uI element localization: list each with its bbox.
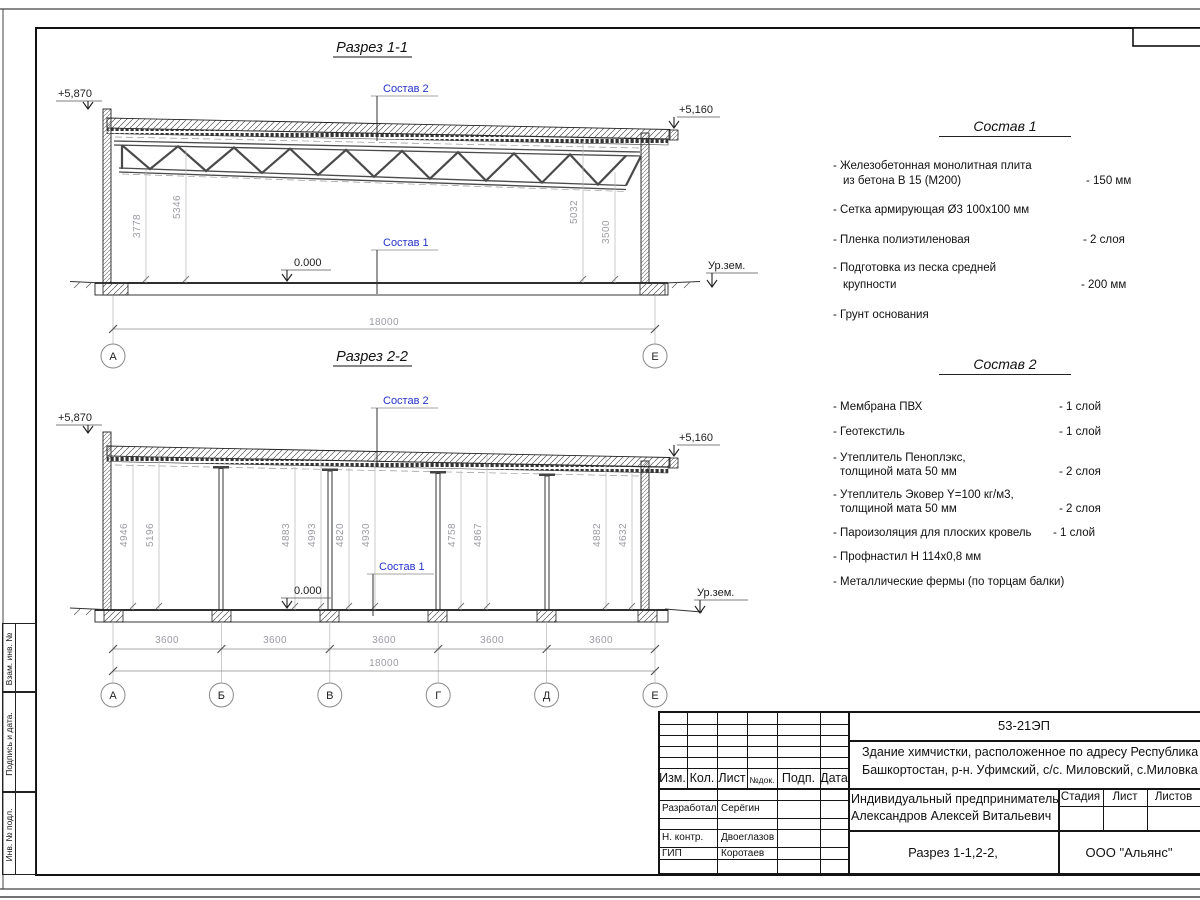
sostav2-callout-s2: Состав 2 bbox=[383, 395, 429, 407]
client-line2: Александров Алексей Витальевич bbox=[851, 809, 1052, 823]
col-list: Лист bbox=[718, 771, 746, 785]
strip-box-3 bbox=[2, 792, 36, 875]
elev-left-label: +5,870 bbox=[58, 88, 92, 100]
sostav1-item5-line1: - Грунт основания bbox=[833, 309, 929, 321]
sostav1-item3-value: - 2 слоя bbox=[1083, 234, 1125, 246]
dim-4882: 4882 bbox=[592, 523, 603, 547]
sostav2-item5-value: - 1 слой bbox=[1053, 527, 1096, 539]
dim-5346: 5346 bbox=[172, 195, 183, 219]
sostav1-item4-line2: крупности bbox=[843, 279, 897, 291]
sostav2-item3-value: - 2 слоя bbox=[1059, 466, 1101, 478]
section2-bottom-dims bbox=[101, 622, 667, 707]
section2-vertical-dims bbox=[119, 449, 635, 610]
drawing-title: Разрез 1-1,2-2, bbox=[908, 845, 998, 860]
right-wall bbox=[641, 133, 649, 283]
strip-box-2 bbox=[2, 692, 36, 792]
floor-slab bbox=[70, 282, 700, 296]
sostav2-item3-line1: - Утеплитель Пеноплэкс, bbox=[833, 452, 966, 464]
elev-left-label-s2: +5,870 bbox=[58, 412, 92, 424]
strip-label-1: Взам. инв. № bbox=[4, 632, 14, 686]
roof-slab bbox=[107, 118, 678, 148]
sheets-header: Листов bbox=[1154, 791, 1193, 803]
name-ncontrol: Двоеглазов bbox=[721, 832, 775, 843]
sostav2-item3-line2: толщиной мата 50 мм bbox=[840, 466, 957, 478]
strip-label-2: Подпись и дата. bbox=[4, 712, 14, 776]
section1-title: Разрез 1-1 bbox=[336, 40, 408, 56]
sostav1-item1-line2: из бетона В 15 (М200) bbox=[843, 175, 962, 187]
corner-box bbox=[1133, 28, 1200, 46]
sostav2-item1-line1: - Мембрана ПВХ bbox=[833, 401, 923, 413]
col-data: Дата bbox=[820, 771, 848, 785]
bay-dim-1: 3600 bbox=[155, 635, 179, 646]
right-wall-s2 bbox=[641, 461, 649, 610]
role-gip: ГИП bbox=[662, 848, 682, 859]
dim-4867: 4867 bbox=[473, 523, 484, 547]
object-line2: Башкортостан, р-н. Уфимский, с/с. Миловский, с.Миловка bbox=[862, 763, 1198, 777]
sostav1-callout: Состав 1 bbox=[383, 237, 429, 249]
sostav2-item2-value: - 1 слой bbox=[1059, 426, 1102, 438]
sostav1-title: Состав 1 bbox=[939, 118, 1071, 137]
grid-bubble-1: А bbox=[109, 690, 117, 702]
sostav1-item4-line1: - Подготовка из песка средней bbox=[833, 262, 997, 274]
sostav2-item6-line1: - Профнастил Н 114х0,8 мм bbox=[833, 551, 982, 563]
grid-bubble-2: Б bbox=[217, 690, 226, 702]
col-kol: Кол. bbox=[689, 771, 715, 785]
floor-slab-s2 bbox=[70, 608, 702, 622]
dim-18000-s2: 18000 bbox=[369, 658, 399, 669]
name-gip: Коротаев bbox=[721, 848, 765, 859]
sostav1-item4-value: - 200 мм bbox=[1081, 279, 1127, 291]
dim-3500: 3500 bbox=[601, 220, 612, 244]
ground-level-label-s2: Ур.зем. bbox=[697, 587, 735, 599]
section1-vertical-dims bbox=[132, 141, 618, 283]
section1-levels bbox=[56, 88, 758, 287]
client-line1: Индивидуальный предприниматель bbox=[851, 792, 1059, 806]
stage-header: Стадия bbox=[1060, 791, 1101, 803]
sostav2-item5-line1: - Пароизоляция для плоских кровель bbox=[833, 527, 1032, 539]
dim-4883: 4883 bbox=[281, 523, 292, 547]
zero-level-label-s2: 0.000 bbox=[294, 585, 322, 597]
sostav2-item7-line1: - Металлические фермы (по торцам балки) bbox=[833, 576, 1065, 588]
strip-box-1 bbox=[2, 623, 36, 692]
dim-5196: 5196 bbox=[145, 523, 156, 547]
sostav1-item1-line1: - Железобетонная монолитная плита bbox=[833, 160, 1032, 172]
sostav2-item4-line1: - Утеплитель Эковер Y=100 кг/м3, bbox=[833, 489, 1014, 501]
columns bbox=[213, 466, 555, 610]
sostav2-item4-value: - 2 слоя bbox=[1059, 503, 1101, 515]
dim-4820: 4820 bbox=[335, 523, 346, 547]
sostav1-item2-line1: - Сетка армирующая Ø3 100х100 мм bbox=[833, 204, 1030, 216]
ground-level-label: Ур.зем. bbox=[708, 260, 746, 272]
elev-right-label: +5,160 bbox=[679, 104, 713, 116]
zero-level-label: 0.000 bbox=[294, 257, 322, 269]
company-name: ООО "Альянс" bbox=[1085, 845, 1173, 860]
sostav2-item4-line2: толщиной мата 50 мм bbox=[840, 503, 957, 515]
role-ncontrol: Н. контр. bbox=[662, 832, 704, 843]
document-code: 53-21ЭП bbox=[998, 718, 1050, 733]
sostav2-item1-value: - 1 слой bbox=[1059, 401, 1102, 413]
col-ndoc: №док. bbox=[749, 775, 775, 785]
object-line1: Здание химчистки, расположенное по адресу Республика bbox=[862, 745, 1199, 759]
dim-18000-s1: 18000 bbox=[369, 317, 399, 328]
section-1-1-drawing bbox=[56, 40, 758, 368]
bay-dim-3: 3600 bbox=[372, 635, 396, 646]
grid-bubble-e-s1: Е bbox=[651, 351, 659, 363]
dim-3778: 3778 bbox=[132, 214, 143, 238]
grid-bubble-a-s1: А bbox=[109, 351, 117, 363]
col-izm: Изм. bbox=[659, 771, 686, 785]
grid-bubble-6: Е bbox=[651, 690, 659, 702]
dim-5032: 5032 bbox=[569, 200, 580, 224]
section2-title: Разрез 2-2 bbox=[336, 349, 408, 365]
sostav1-callout-s2: Состав 1 bbox=[379, 561, 425, 573]
name-developed: Серёгин bbox=[721, 803, 760, 814]
bay-dim-4: 3600 bbox=[480, 635, 504, 646]
dim-4632: 4632 bbox=[618, 523, 629, 547]
col-podp: Подп. bbox=[781, 771, 816, 785]
sostav2-item2-line1: - Геотекстиль bbox=[833, 426, 905, 438]
sostav2-title: Состав 2 bbox=[939, 356, 1071, 375]
bay-dim-5: 3600 bbox=[589, 635, 613, 646]
sostav2-callout: Состав 2 bbox=[383, 83, 429, 95]
roof-slab-s2 bbox=[107, 446, 678, 476]
sostav1-item1-value: - 150 мм bbox=[1086, 175, 1132, 187]
sostav1-item3-line1: - Пленка полиэтиленовая bbox=[833, 234, 970, 246]
grid-bubble-3: В bbox=[326, 690, 334, 702]
left-wall bbox=[103, 109, 111, 283]
dim-4993: 4993 bbox=[307, 523, 318, 547]
section2-leaders bbox=[367, 395, 438, 616]
sheet-header: Лист bbox=[1112, 791, 1138, 803]
elev-right-label-s2: +5,160 bbox=[679, 432, 713, 444]
role-developed: Разработал bbox=[662, 803, 717, 814]
strip-label-3: Инв. № подл. bbox=[4, 808, 14, 862]
dim-4930: 4930 bbox=[361, 523, 372, 547]
bay-dim-2: 3600 bbox=[263, 635, 287, 646]
roof-truss bbox=[114, 141, 641, 192]
dim-4758: 4758 bbox=[447, 523, 458, 547]
grid-bubble-4: Г bbox=[435, 690, 442, 702]
grid-bubble-5: Д bbox=[542, 690, 551, 702]
section-2-2-drawing bbox=[56, 349, 748, 707]
section1-leaders bbox=[371, 83, 438, 294]
dim-4946: 4946 bbox=[119, 523, 130, 547]
